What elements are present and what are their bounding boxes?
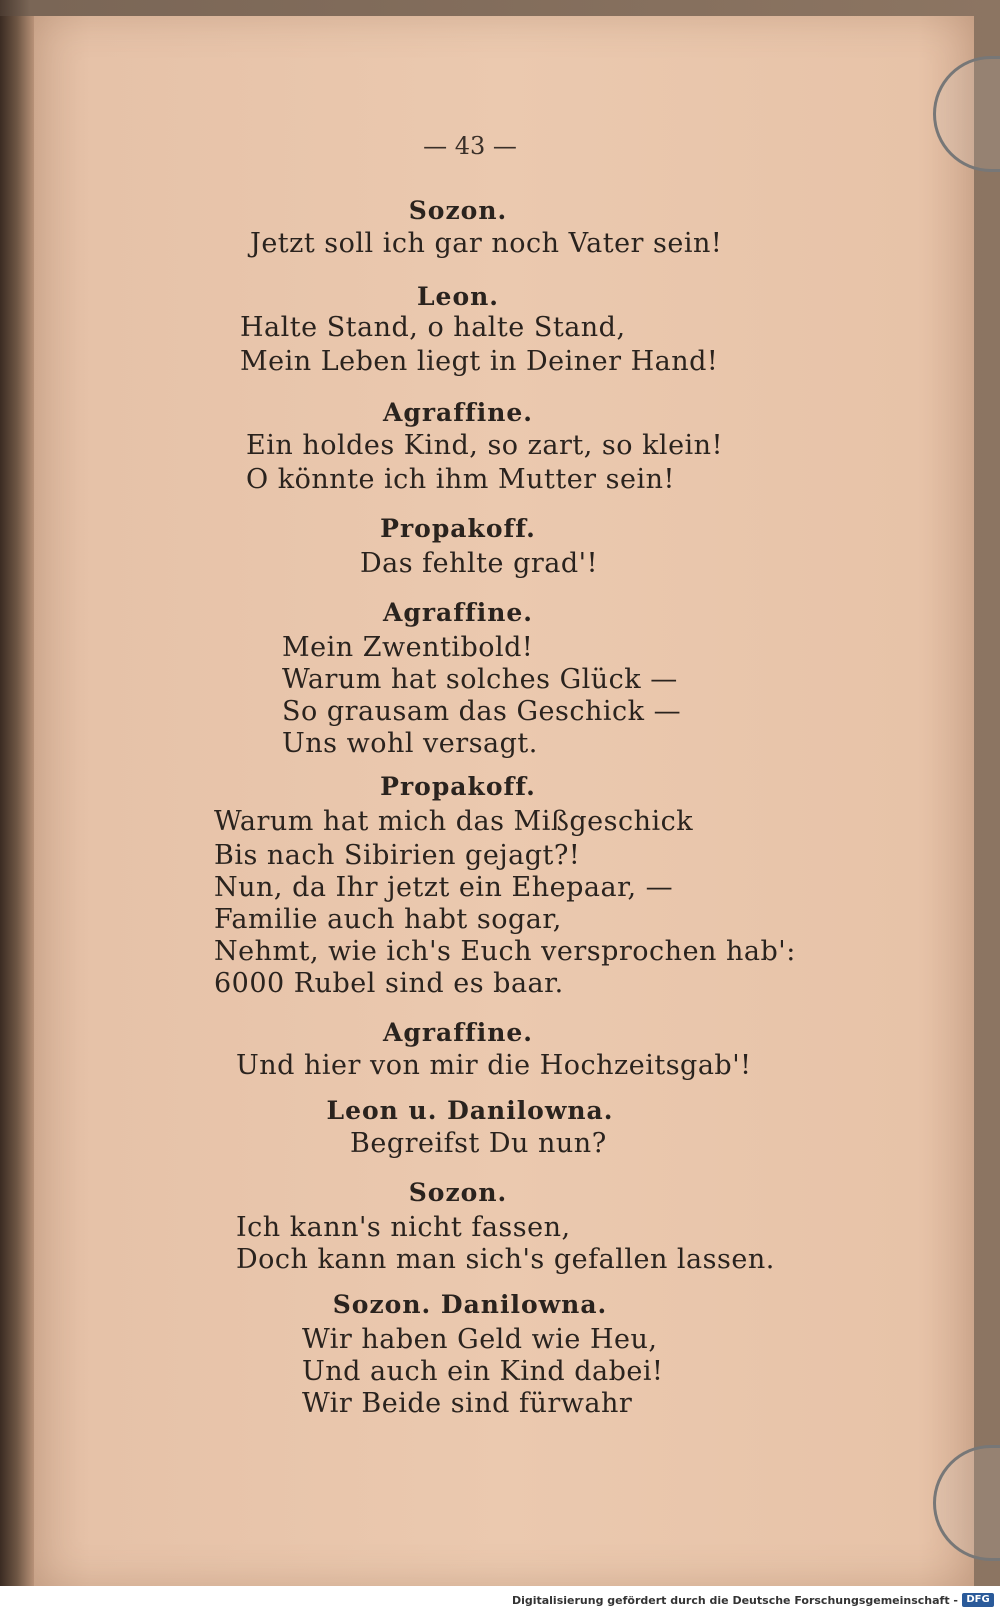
verse-line: Wir haben Geld wie Heu, [302, 1324, 658, 1355]
speaker-name: Sozon. Danilowna. [332, 1290, 608, 1319]
speaker-name: Leon u. Danilowna. [326, 1096, 614, 1125]
speaker-name: Propakoff. [380, 514, 536, 543]
verse-line: Nehmt, wie ich's Euch versprochen hab': [214, 936, 796, 967]
verse-line: 6000 Rubel sind es baar. [214, 968, 564, 999]
speaker-name: Agraffine. [382, 398, 534, 427]
verse-line: Doch kann man sich's gefallen lassen. [236, 1244, 775, 1275]
dfg-logo-icon: DFG [962, 1593, 994, 1607]
speaker-name: Sozon. [408, 1178, 508, 1207]
verse-line: Uns wohl versagt. [282, 728, 538, 759]
verse-line: Nun, da Ihr jetzt ein Ehepaar, — [214, 872, 674, 903]
speaker-name: Leon. [416, 282, 500, 311]
verse-line: So grausam das Geschick — [282, 696, 682, 727]
speaker-name: Sozon. [408, 196, 508, 225]
verse-line: Wir Beide sind fürwahr [302, 1388, 633, 1419]
verse-line: Begreifst Du nun? [350, 1128, 607, 1159]
verse-line: Und auch ein Kind dabei! [302, 1356, 664, 1387]
verse-line: Familie auch habt sogar, [214, 904, 562, 935]
verse-line: Mein Zwentibold! [282, 632, 534, 663]
speaker-name: Agraffine. [382, 598, 534, 627]
verse-line: Mein Leben liegt in Deiner Hand! [240, 346, 719, 377]
verse-line: Und hier von mir die Hochzeitsgab'! [236, 1050, 752, 1081]
verse-line: Jetzt soll ich gar noch Vater sein! [250, 228, 723, 259]
footer-credit: Digitalisierung gefördert durch die Deutsche Forschungsgemeinschaft - [511, 1594, 958, 1607]
verse-line: Warum hat mich das Mißgeschick [214, 806, 694, 837]
verse-line: Das fehlte grad'! [360, 548, 598, 579]
speaker-name: Propakoff. [380, 772, 536, 801]
page-number: — 43 — [423, 132, 517, 160]
verse-line: Ich kann's nicht fassen, [236, 1212, 571, 1243]
verse-line: Halte Stand, o halte Stand, [240, 312, 626, 343]
verse-line: Warum hat solches Glück — [282, 664, 678, 695]
verse-line: Bis nach Sibirien gejagt?! [214, 840, 581, 871]
verse-line: Ein holdes Kind, so zart, so klein! [246, 430, 723, 461]
verse-line: O könnte ich ihm Mutter sein! [246, 464, 675, 495]
speaker-name: Agraffine. [382, 1018, 534, 1047]
